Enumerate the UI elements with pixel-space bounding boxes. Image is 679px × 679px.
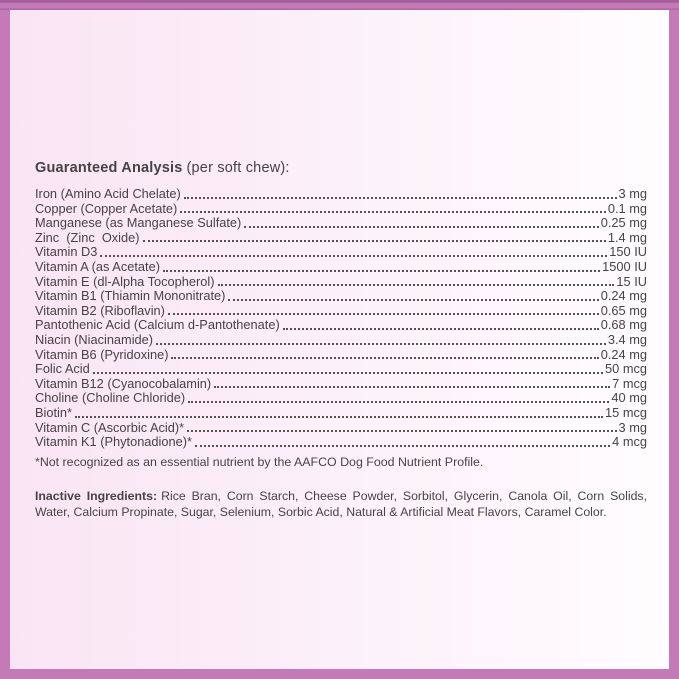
nutrient-value: 0.24 mg (600, 288, 647, 304)
analysis-row (35, 304, 647, 319)
nutrient-name: Vitamin B12 (Cyanocobalamin) (35, 375, 212, 391)
nutrient-value: 0.25 mg (600, 215, 647, 231)
guaranteed-analysis-header (35, 160, 290, 176)
analysis-row (35, 362, 647, 377)
nutrient-value: 0.65 mg (600, 302, 647, 318)
analysis-row (35, 435, 647, 450)
nutrient-value: 0.68 mg (600, 317, 647, 333)
nutrient-name: Manganese (as Manganese Sulfate) (35, 215, 242, 231)
dot-leader (93, 372, 603, 374)
nutrient-value: 3 mg (618, 186, 647, 201)
dot-leader (244, 226, 598, 228)
dot-leader (168, 313, 599, 315)
inactive-ingredients-text: Rice Bran, Corn Starch, Cheese Powder, Sorbitol, Glycerin, Canola Oil, Corn Solids, Water, Calcium Propinate, Sugar, Selenium, Sorbic Acid, Natural & Artificial Meat Flavors, Caramel Color. (35, 489, 647, 519)
dot-leader (218, 284, 615, 286)
analysis-rows (35, 187, 647, 450)
dot-leader (187, 430, 616, 432)
nutrient-name: Choline (Choline Chloride) (35, 390, 186, 406)
analysis-row (35, 216, 647, 231)
guaranteed-analysis-subtitle: (per soft chew): (186, 160, 290, 176)
dot-leader (184, 197, 617, 199)
dot-leader (214, 386, 610, 388)
analysis-row (35, 318, 647, 333)
nutrient-name: Vitamin D3 (35, 244, 98, 260)
analysis-row (35, 231, 647, 246)
nutrient-value: 1500 IU (602, 258, 647, 274)
analysis-row (35, 333, 647, 348)
dot-leader (171, 357, 598, 359)
nutrient-name: Vitamin B1 (Thiamin Mononitrate) (35, 288, 226, 304)
nutrient-name: Vitamin B6 (Pyridoxine) (35, 346, 169, 362)
nutrient-name: Biotin* (35, 404, 72, 420)
nutrient-name: Pantothenic Acid (Calcium d-Pantothenate) (35, 317, 280, 333)
inactive-ingredients (35, 489, 647, 520)
dot-leader (100, 255, 607, 257)
nutrient-name: Zinc (Zinc Oxide) (35, 229, 140, 245)
nutrient-value: 7 mcg (612, 375, 647, 391)
dot-leader (180, 211, 606, 213)
dot-leader (228, 299, 598, 301)
nutrient-value: 15 IU (616, 273, 647, 289)
nutrient-value: 3.4 mg (607, 331, 647, 347)
dot-leader (163, 270, 600, 272)
nutrient-name: Vitamin C (Ascorbic Acid)* (35, 419, 185, 435)
nutrient-name: Folic Acid (35, 361, 90, 377)
analysis-row (35, 260, 647, 275)
nutrient-value: 50 mcg (605, 361, 647, 377)
nutrient-value: 4 mcg (612, 434, 647, 450)
nutrient-value: 15 mcg (605, 404, 647, 420)
nutrient-value: 0.24 mg (600, 346, 647, 362)
analysis-row (35, 289, 647, 304)
dot-leader (283, 328, 599, 330)
nutrient-value: 150 IU (609, 244, 647, 260)
nutrient-value: 40 mg (611, 390, 647, 406)
inactive-ingredients-heading: Inactive Ingredients: (35, 489, 158, 504)
analysis-row (35, 406, 647, 421)
nutrient-name: Vitamin B2 (Riboflavin) (35, 302, 165, 318)
analysis-row (35, 245, 647, 260)
nutrient-value: 0.1 mg (607, 200, 647, 216)
nutrient-name: Iron (Amino Acid Chelate) (35, 186, 181, 201)
analysis-row (35, 348, 647, 363)
nutrient-name: Niacin (Niacinamide) (35, 331, 154, 347)
dot-leader (156, 343, 606, 345)
dot-leader (75, 416, 603, 418)
nutrient-name: Vitamin E (dl-Alpha Tocopherol) (35, 273, 215, 289)
analysis-row (35, 202, 647, 217)
analysis-row (35, 391, 647, 406)
nutrient-name: Vitamin K1 (Phytonadione)* (35, 434, 192, 450)
guaranteed-analysis-title: Guaranteed Analysis (35, 160, 183, 176)
analysis-row (35, 187, 647, 202)
dot-leader (195, 445, 610, 447)
analysis-row (35, 275, 647, 290)
nutrient-name: Vitamin A (as Acetate) (35, 258, 160, 274)
nutrient-value: 1.4 mg (607, 229, 647, 245)
analysis-row (35, 377, 647, 392)
dot-leader (143, 240, 606, 242)
dot-leader (188, 401, 609, 403)
nutrient-value: 3 mg (618, 419, 647, 435)
nutrient-name: Copper (Copper Acetate) (35, 200, 178, 216)
analysis-row (35, 421, 647, 436)
aafco-footnote: *Not recognized as an essential nutrient by the AAFCO Dog Food Nutrient Profile. (35, 455, 484, 469)
